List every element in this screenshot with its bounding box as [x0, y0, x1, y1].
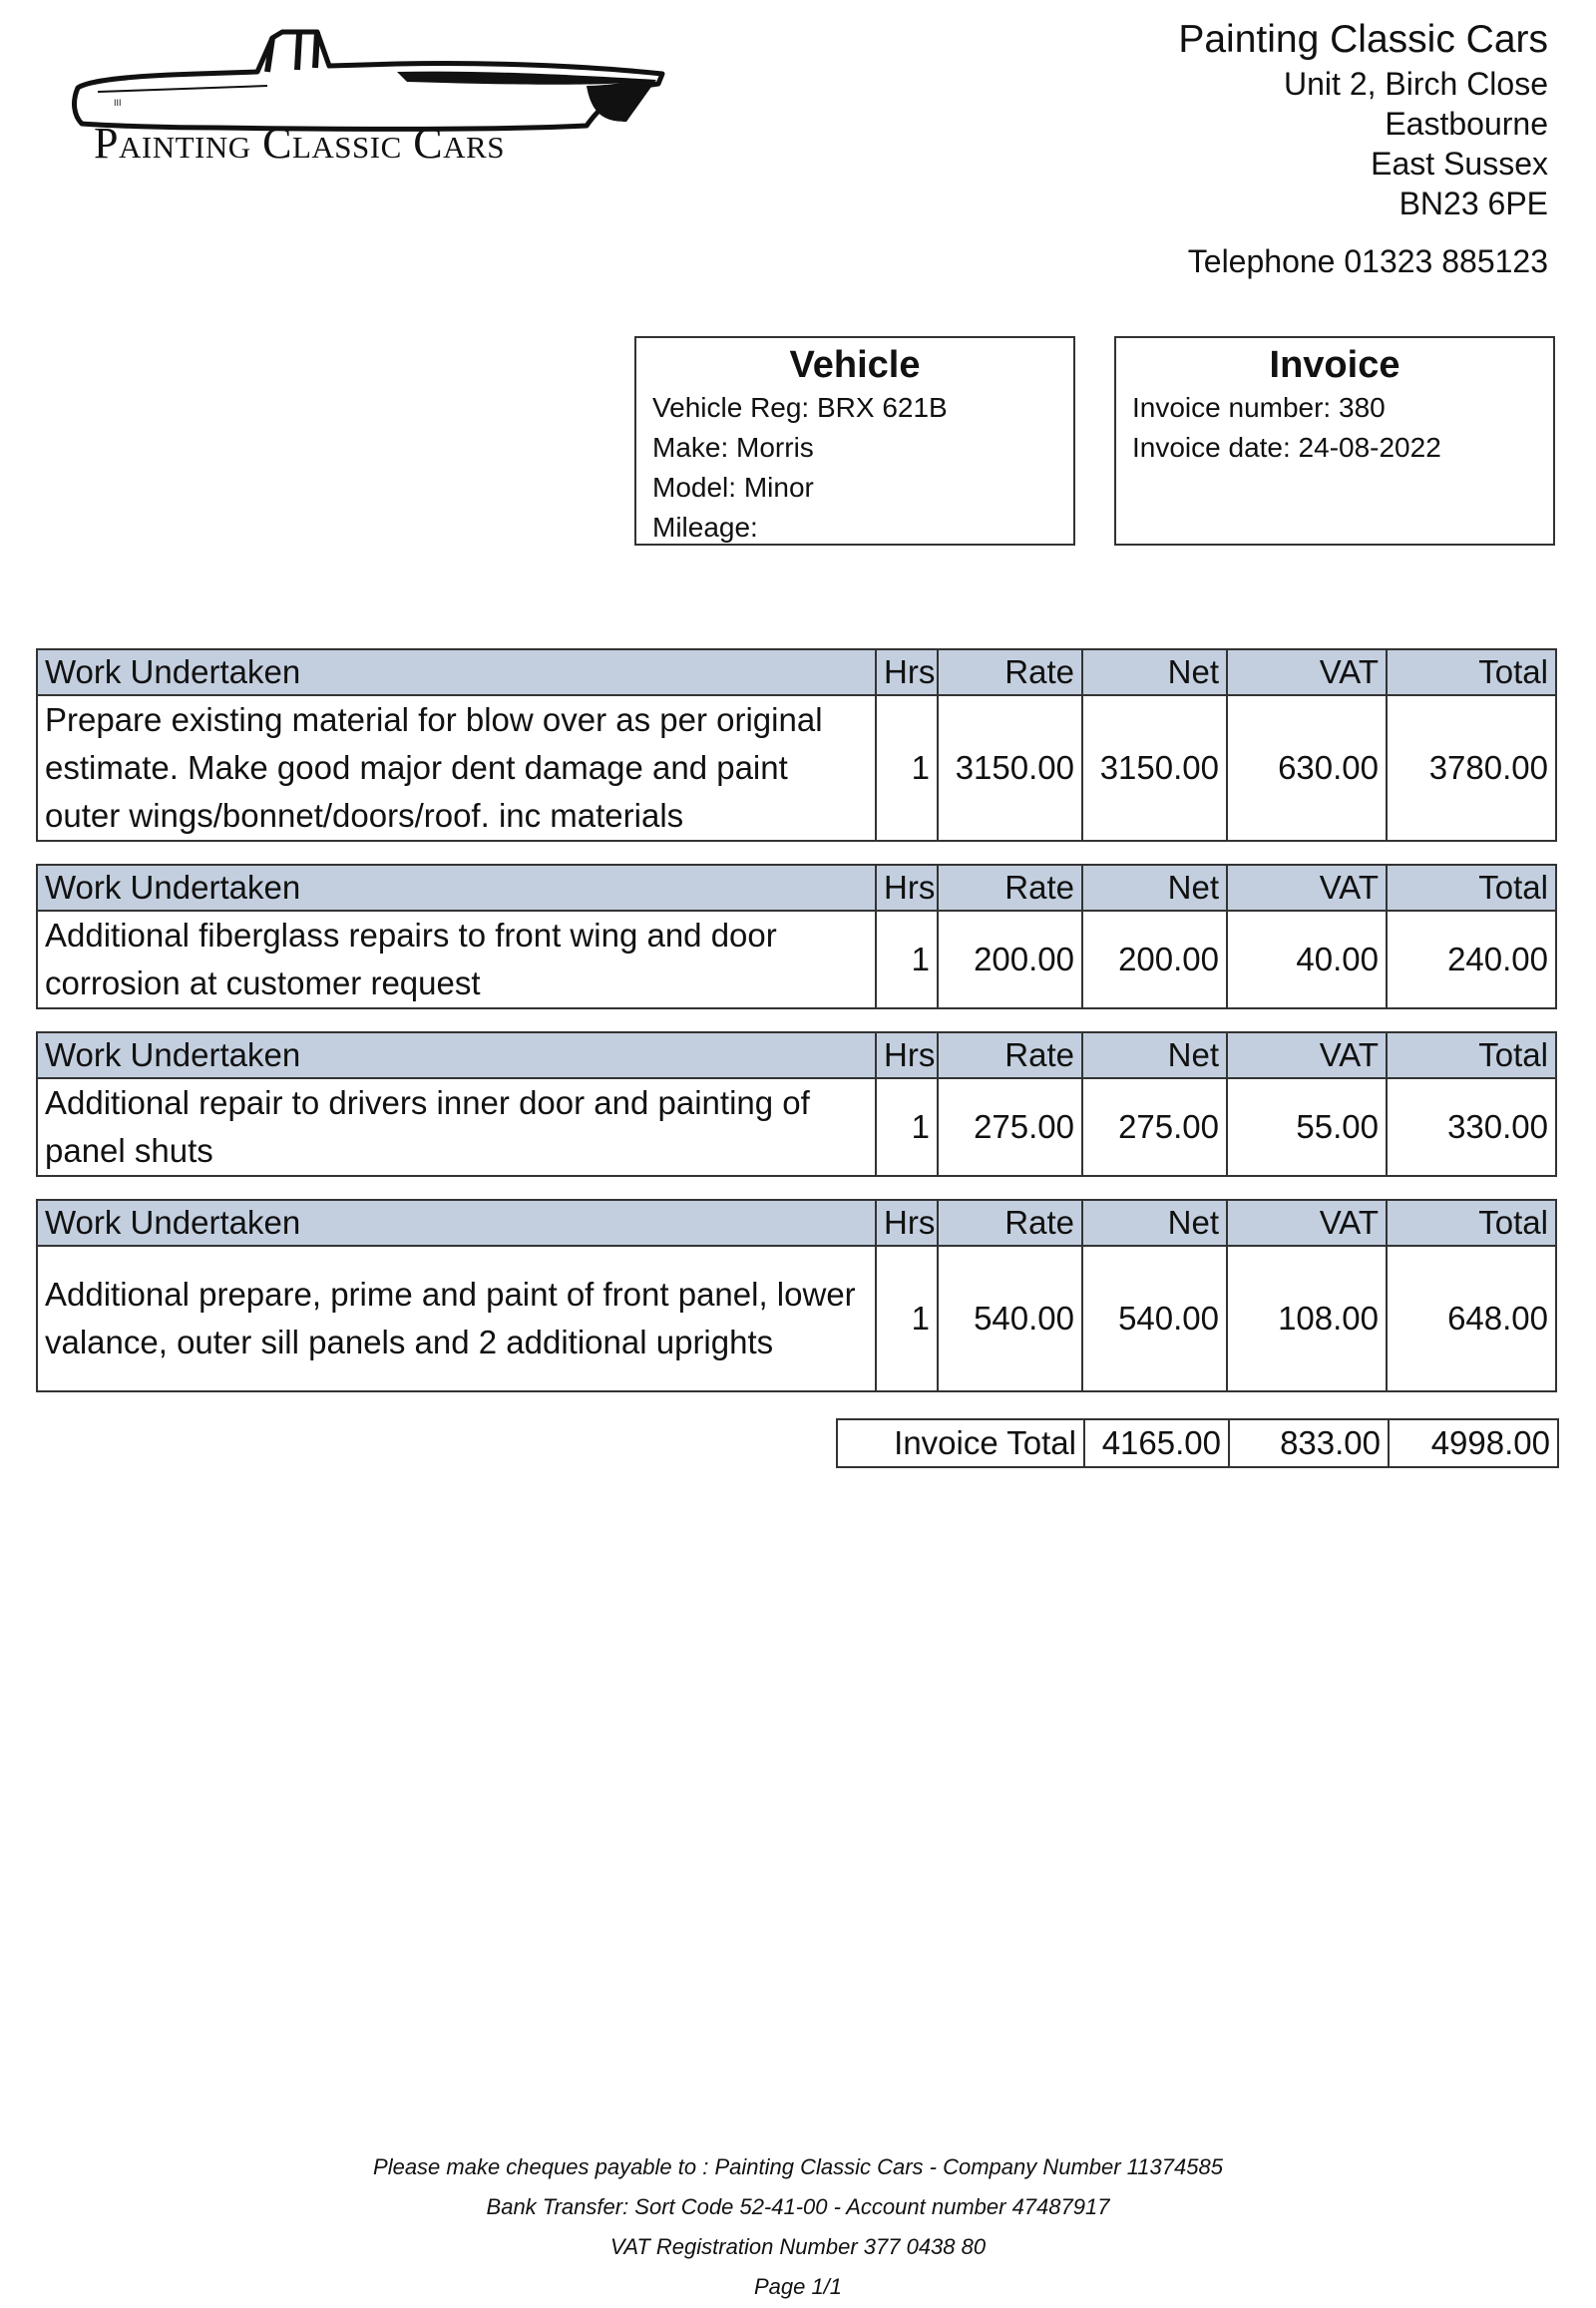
invoice-date: Invoice date: 24-08-2022 [1132, 432, 1441, 463]
header-rate: Rate [938, 1032, 1082, 1078]
table-row [37, 1078, 1556, 1176]
header-hrs: Hrs [876, 1032, 938, 1078]
header-rate: Rate [938, 1200, 1082, 1246]
address-line: Eastbourne [1385, 106, 1548, 142]
work-total: 648.00 [1387, 1246, 1556, 1391]
invoice-info-box [1114, 336, 1555, 546]
work-vat: 630.00 [1227, 695, 1387, 841]
logo-wordmark: Painting Classic Cars [94, 119, 505, 168]
vehicle-model: Model: Minor [652, 472, 814, 503]
work-total: 3780.00 [1387, 695, 1556, 841]
table-row [37, 695, 1556, 841]
address-line: Unit 2, Birch Close [1284, 66, 1548, 102]
header-net: Net [1082, 649, 1227, 695]
work-description: Prepare existing material for blow over as per original estimate. Make good major dent damage and paint outer wings/bonnet/doors/roof. inc materials [37, 695, 876, 841]
vehicle-mileage: Mileage: [652, 512, 758, 543]
header-total: Total [1387, 1032, 1556, 1078]
table-row [37, 911, 1556, 1008]
work-net: 3150.00 [1082, 695, 1227, 841]
vehicle-make: Make: Morris [652, 432, 814, 463]
header-work-undertaken: Work Undertaken [37, 1200, 876, 1246]
svg-text:III: III [114, 98, 122, 108]
work-table-header [37, 1032, 1556, 1078]
work-net: 275.00 [1082, 1078, 1227, 1176]
company-name: Painting Classic Cars [1178, 18, 1548, 61]
work-hrs: 1 [876, 695, 938, 841]
work-description: Additional fiberglass repairs to front wing and door corrosion at customer request [37, 911, 876, 1008]
work-item-table [36, 648, 1557, 842]
invoice-heading: Invoice [1269, 344, 1400, 386]
work-item-table [36, 1199, 1557, 1392]
work-description: Additional prepare, prime and paint of front panel, lower valance, outer sill panels and 2 additional uprights [37, 1246, 876, 1391]
header-work-undertaken: Work Undertaken [37, 865, 876, 911]
totals-row [837, 1419, 1558, 1467]
company-telephone: Telephone 01323 885123 [1187, 243, 1548, 279]
header-vat: VAT [1227, 1032, 1387, 1078]
work-vat: 108.00 [1227, 1246, 1387, 1391]
header-hrs: Hrs [876, 865, 938, 911]
work-rate: 275.00 [938, 1078, 1082, 1176]
invoice-total-vat: 833.00 [1229, 1419, 1389, 1467]
page-number: Page 1/1 [753, 2274, 843, 2299]
header-net: Net [1082, 1032, 1227, 1078]
work-description: Additional repair to drivers inner door and painting of panel shuts [37, 1078, 876, 1176]
table-row [37, 1246, 1556, 1391]
footer-payment-note: Please make cheques payable to : Painting Classic Cars - Company Number 11374585 [373, 2154, 1223, 2179]
header-total: Total [1387, 649, 1556, 695]
invoice-total-net: 4165.00 [1084, 1419, 1229, 1467]
address-line: East Sussex [1371, 146, 1548, 182]
work-rate: 540.00 [938, 1246, 1082, 1391]
work-item-table [36, 864, 1557, 1009]
footer-vat-registration: VAT Registration Number 377 0438 80 [609, 2234, 987, 2259]
invoice-totals-table [836, 1418, 1559, 1468]
work-net: 540.00 [1082, 1246, 1227, 1391]
vehicle-info-box [634, 336, 1075, 546]
work-rate: 3150.00 [938, 695, 1082, 841]
work-hrs: 1 [876, 911, 938, 1008]
work-total: 330.00 [1387, 1078, 1556, 1176]
work-table-header [37, 649, 1556, 695]
invoice-total-amount: 4998.00 [1389, 1419, 1558, 1467]
work-hrs: 1 [876, 1246, 938, 1391]
work-rate: 200.00 [938, 911, 1082, 1008]
work-total: 240.00 [1387, 911, 1556, 1008]
invoice-total-label: Invoice Total [837, 1419, 1084, 1467]
header-total: Total [1387, 1200, 1556, 1246]
work-table-header [37, 865, 1556, 911]
header-work-undertaken: Work Undertaken [37, 1032, 876, 1078]
work-table-header [37, 1200, 1556, 1246]
work-net: 200.00 [1082, 911, 1227, 1008]
company-logo [68, 26, 672, 176]
header-net: Net [1082, 865, 1227, 911]
header-work-undertaken: Work Undertaken [37, 649, 876, 695]
header-vat: VAT [1227, 649, 1387, 695]
header-rate: Rate [938, 865, 1082, 911]
header-hrs: Hrs [876, 649, 938, 695]
work-vat: 40.00 [1227, 911, 1387, 1008]
work-item-table [36, 1031, 1557, 1177]
vehicle-heading: Vehicle [789, 344, 921, 386]
address-line: BN23 6PE [1398, 186, 1548, 221]
header-total: Total [1387, 865, 1556, 911]
header-net: Net [1082, 1200, 1227, 1246]
work-vat: 55.00 [1227, 1078, 1387, 1176]
header-vat: VAT [1227, 1200, 1387, 1246]
company-address-block [1178, 16, 1548, 281]
header-hrs: Hrs [876, 1200, 938, 1246]
header-rate: Rate [938, 649, 1082, 695]
header-vat: VAT [1227, 865, 1387, 911]
invoice-number: Invoice number: 380 [1132, 392, 1386, 423]
vehicle-reg: Vehicle Reg: BRX 621B [652, 392, 948, 423]
footer-bank-transfer: Bank Transfer: Sort Code 52-41-00 - Account number 47487917 [486, 2194, 1110, 2219]
work-hrs: 1 [876, 1078, 938, 1176]
